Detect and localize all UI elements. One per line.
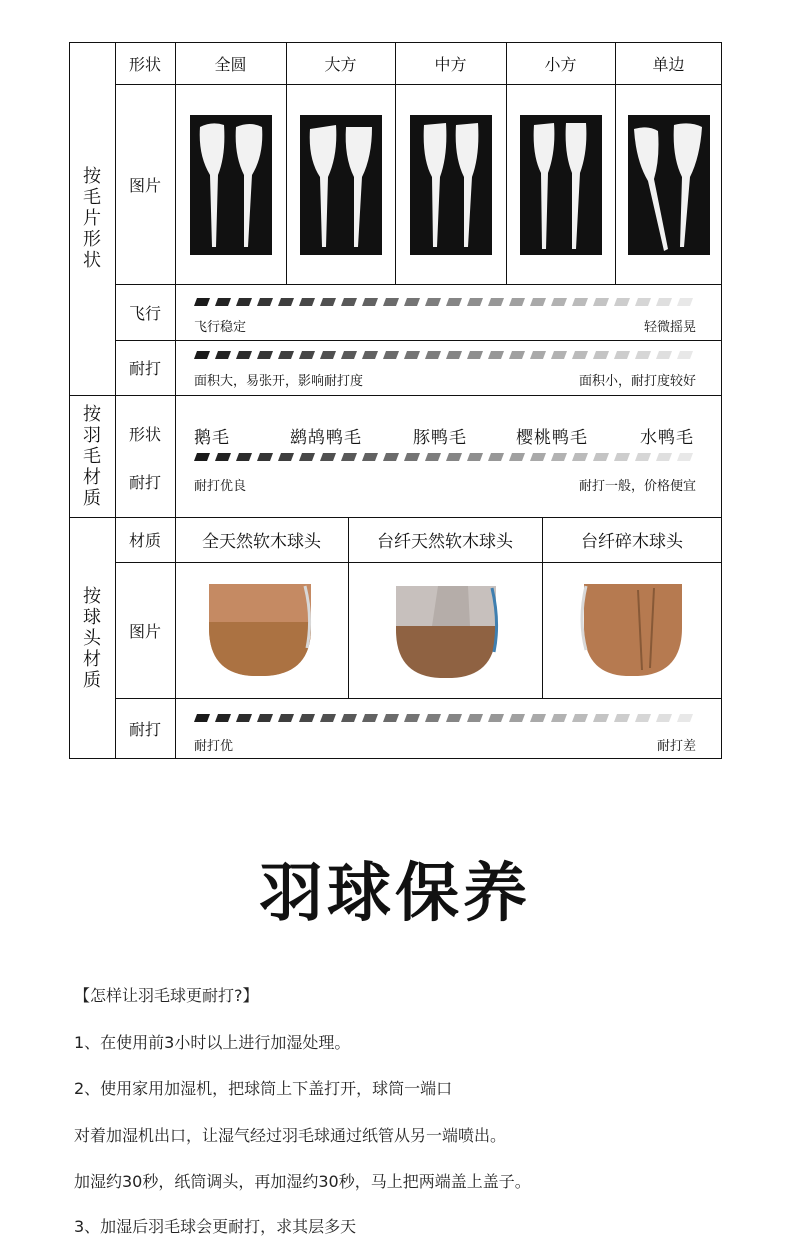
head-image-label: 图片	[128, 621, 161, 641]
gradient-dash	[530, 298, 546, 306]
gradient-dash	[677, 714, 693, 722]
feather-image-small-square	[520, 115, 602, 255]
grid-line	[115, 84, 722, 85]
image-row-label: 图片	[128, 175, 161, 195]
gradient-dash	[215, 714, 231, 722]
material-goose: 鹅毛	[194, 428, 230, 448]
gradient-dash	[488, 351, 504, 359]
gradient-dash	[194, 351, 210, 359]
gradient-dash	[572, 351, 588, 359]
gradient-dash	[656, 351, 672, 359]
gradient-dash	[635, 351, 651, 359]
gradient-dash	[425, 351, 441, 359]
section-label-feather-material: 按 羽 毛 材 质	[83, 403, 101, 509]
gradient-dash	[341, 298, 357, 306]
gradient-dash	[530, 453, 546, 461]
gradient-dash	[635, 453, 651, 461]
care-line-2: 2、使用家用加湿机，把球筒上下盖打开，球筒一端口	[74, 1079, 453, 1098]
flight-row-label: 飞行	[128, 303, 161, 323]
gradient-dash	[551, 351, 567, 359]
head-composite-crushed-cork: 台纤碎木球头	[581, 532, 683, 552]
feather-image-medium-square	[410, 115, 492, 255]
gradient-dash	[404, 453, 420, 461]
gradient-dash	[509, 351, 525, 359]
flight-gradient-bar	[194, 298, 694, 307]
gradient-dash	[446, 298, 462, 306]
material-pig-duck: 豚鸭毛	[413, 428, 467, 448]
gradient-dash	[488, 298, 504, 306]
head-durability-left: 耐打优	[194, 739, 234, 754]
section-label-head-material: 按 球 头 材 质	[83, 585, 101, 691]
gradient-dash	[299, 351, 315, 359]
gradient-dash	[257, 714, 273, 722]
gradient-dash	[425, 453, 441, 461]
gradient-dash	[341, 714, 357, 722]
gradient-dash	[236, 714, 252, 722]
gradient-dash	[509, 298, 525, 306]
gradient-dash	[635, 298, 651, 306]
gradient-dash	[635, 714, 651, 722]
section-label-shape: 按 毛 片 形 状	[83, 166, 101, 271]
gradient-dash	[299, 453, 315, 461]
material-durability-left: 耐打优良	[194, 479, 247, 494]
gradient-dash	[677, 351, 693, 359]
head-natural-cork: 全天然软木球头	[202, 532, 321, 552]
gradient-dash	[488, 714, 504, 722]
gradient-dash	[299, 714, 315, 722]
gradient-dash	[677, 298, 693, 306]
care-line-4: 加湿约30秒，纸筒调头，再加湿约30秒，马上把两端盖上盖子。	[74, 1172, 531, 1191]
grid-line	[115, 698, 722, 699]
flight-stable-caption: 飞行稳定	[194, 320, 247, 335]
gradient-dash	[446, 714, 462, 722]
cork-head-image-composite	[392, 582, 502, 682]
gradient-dash	[467, 453, 483, 461]
gradient-dash	[572, 714, 588, 722]
gradient-dash	[320, 298, 336, 306]
gradient-dash	[383, 351, 399, 359]
material-shape-label: 形状	[128, 424, 161, 444]
care-line-3: 对着加湿机出口，让湿气经过羽毛球通过纸管从另一端喷出。	[74, 1126, 507, 1145]
gradient-dash	[530, 351, 546, 359]
material-durability-label: 耐打	[128, 472, 161, 492]
gradient-dash	[404, 351, 420, 359]
gradient-dash	[593, 351, 609, 359]
feather-image-single-edge	[628, 115, 710, 255]
gradient-dash	[257, 453, 273, 461]
gradient-dash	[320, 351, 336, 359]
head-gradient-bar	[194, 714, 694, 723]
gradient-dash	[509, 453, 525, 461]
gradient-dash	[446, 453, 462, 461]
gradient-dash	[593, 714, 609, 722]
head-durability-label: 耐打	[128, 720, 161, 739]
shape-full-round: 全圆	[214, 54, 247, 74]
material-cherry-duck: 樱桃鸭毛	[516, 428, 588, 448]
grid-line	[175, 42, 176, 759]
cork-head-image-natural	[205, 578, 315, 680]
gradient-dash	[467, 351, 483, 359]
gradient-dash	[278, 453, 294, 461]
flight-wobble-caption: 轻微摇晃	[643, 320, 696, 335]
shape-medium-square: 中方	[434, 54, 467, 74]
gradient-dash	[614, 298, 630, 306]
material-durability-right: 耐打一般，价格便宜	[578, 479, 696, 494]
gradient-dash	[551, 714, 567, 722]
head-durability-right: 耐打差	[656, 739, 696, 754]
gradient-dash	[467, 714, 483, 722]
head-material-label: 材质	[128, 531, 161, 550]
gradient-dash	[656, 714, 672, 722]
gradient-dash	[278, 351, 294, 359]
shape-small-square: 小方	[544, 54, 577, 74]
gradient-dash	[383, 298, 399, 306]
gradient-dash	[215, 298, 231, 306]
durability-row-label: 耐打	[128, 359, 161, 378]
gradient-dash	[320, 714, 336, 722]
shape-header-label: 形状	[128, 54, 161, 74]
gradient-dash	[656, 453, 672, 461]
gradient-dash	[215, 351, 231, 359]
gradient-dash	[257, 298, 273, 306]
gradient-dash	[194, 298, 210, 306]
shape-large-square: 大方	[324, 54, 357, 74]
gradient-dash	[194, 714, 210, 722]
care-line-5: 3、加湿后羽毛球会更耐打，求其层多天	[74, 1217, 357, 1236]
gradient-dash	[530, 714, 546, 722]
gradient-dash	[320, 453, 336, 461]
gradient-dash	[572, 298, 588, 306]
gradient-dash	[383, 453, 399, 461]
durability-right-caption: 面积小，耐打度较好	[578, 374, 696, 389]
grid-line	[115, 562, 722, 563]
gradient-dash	[278, 298, 294, 306]
gradient-dash	[236, 351, 252, 359]
gradient-dash	[446, 351, 462, 359]
head-composite-natural-cork: 台纤天然软木球头	[377, 532, 513, 552]
feather-image-full-round	[190, 115, 272, 255]
care-title: 羽球保养	[259, 857, 531, 931]
care-question: 【怎样让羽毛球更耐打?】	[74, 986, 259, 1005]
gradient-dash	[509, 714, 525, 722]
gradient-dash	[551, 298, 567, 306]
material-gradient-bar	[194, 453, 694, 462]
gradient-dash	[614, 453, 630, 461]
gradient-dash	[614, 714, 630, 722]
gradient-dash	[572, 453, 588, 461]
gradient-dash	[362, 298, 378, 306]
care-line-1: 1、在使用前3小时以上进行加湿处理。	[74, 1033, 351, 1052]
gradient-dash	[215, 453, 231, 461]
gradient-dash	[362, 351, 378, 359]
gradient-dash	[257, 351, 273, 359]
gradient-dash	[404, 298, 420, 306]
durability-gradient-bar	[194, 351, 694, 360]
gradient-dash	[677, 453, 693, 461]
gradient-dash	[194, 453, 210, 461]
shape-single-edge: 单边	[652, 54, 685, 74]
gradient-dash	[236, 298, 252, 306]
gradient-dash	[425, 714, 441, 722]
cork-head-image-crushed	[578, 580, 688, 680]
gradient-dash	[383, 714, 399, 722]
gradient-dash	[299, 298, 315, 306]
grid-line	[115, 340, 722, 341]
gradient-dash	[341, 351, 357, 359]
material-partridge-duck: 鹚鸪鸭毛	[290, 428, 362, 448]
gradient-dash	[593, 453, 609, 461]
feather-image-large-square	[300, 115, 382, 255]
gradient-dash	[278, 714, 294, 722]
durability-left-caption: 面积大，易张开，影响耐打度	[194, 374, 364, 389]
gradient-dash	[362, 453, 378, 461]
gradient-dash	[362, 714, 378, 722]
gradient-dash	[614, 351, 630, 359]
gradient-dash	[551, 453, 567, 461]
gradient-dash	[593, 298, 609, 306]
gradient-dash	[467, 298, 483, 306]
gradient-dash	[341, 453, 357, 461]
material-teal: 水鸭毛	[640, 428, 694, 448]
gradient-dash	[404, 714, 420, 722]
grid-line	[115, 284, 722, 285]
gradient-dash	[656, 298, 672, 306]
gradient-dash	[236, 453, 252, 461]
gradient-dash	[425, 298, 441, 306]
grid-line	[69, 395, 722, 396]
gradient-dash	[488, 453, 504, 461]
